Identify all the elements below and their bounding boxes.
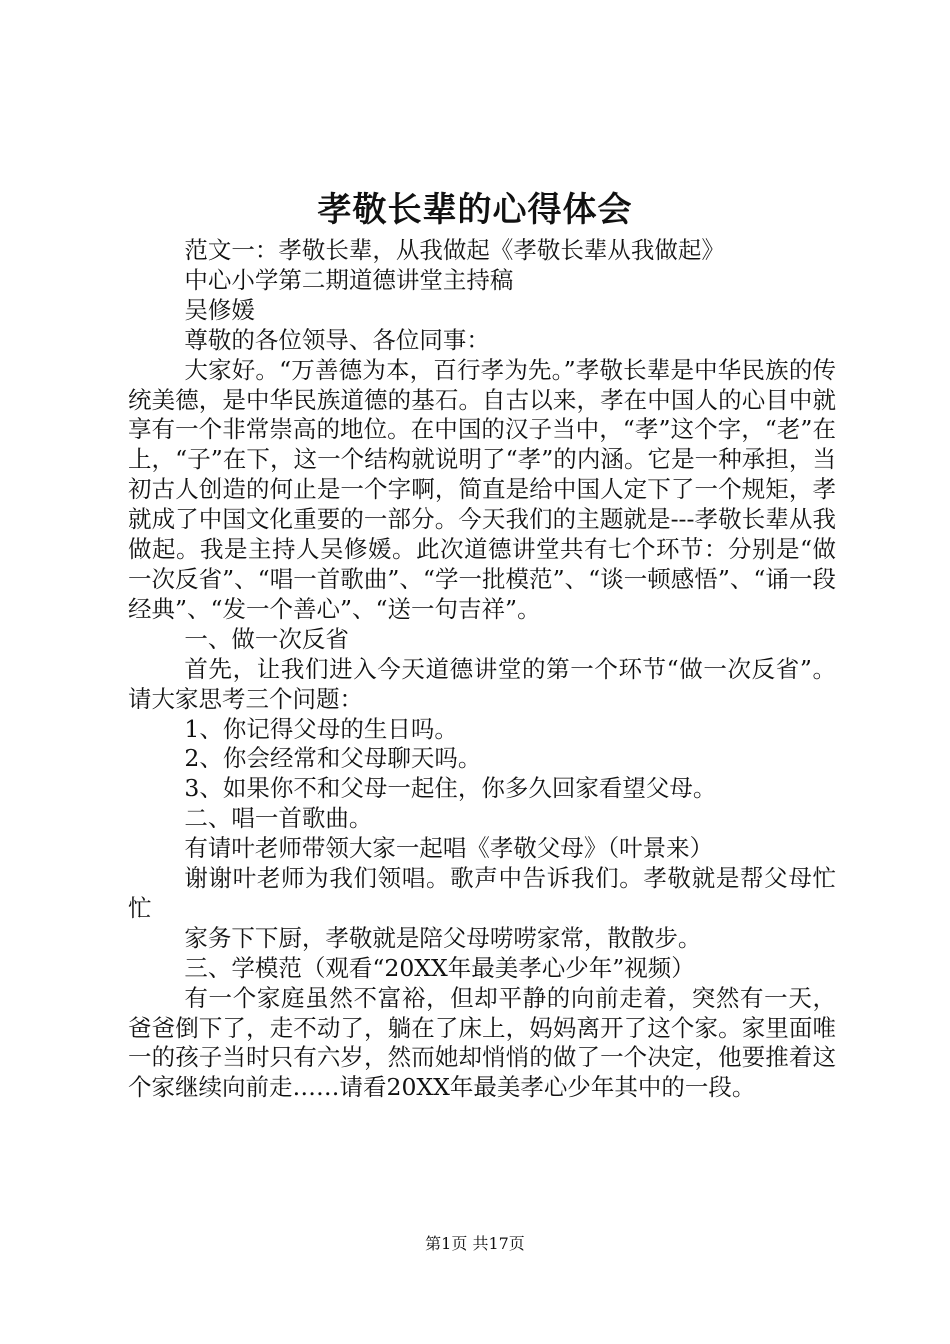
list-item: 1、你记得父母的生日吗。 [184, 714, 458, 743]
paragraph: 有一个家庭虽然不富裕，但却平静的向前走着，突然有一天，爸爸倒下了，走不动了，躺在了床上，妈妈离开了这个家。家里面唯一的孩子当时只有六岁，然而她却悄悄的做了一个决定，他要推着这个家继续向前走……请看20XX年最美孝心少年其中的一段。 [128, 983, 836, 1102]
document-body [128, 236, 836, 1103]
section-heading: 三、学模范（观看“20XX年最美孝心少年”视频） [184, 953, 695, 982]
document-title: 孝敬长辈的心得体会 [317, 190, 633, 230]
section-heading: 二、唱一首歌曲。 [184, 804, 373, 833]
paragraph: 首先，让我们进入今天道德讲堂的第一个环节“做一次反省”。请大家思考三个问题： [128, 654, 836, 713]
paragraph: 范文一：孝敬长辈，从我做起《孝敬长辈从我做起》 [184, 236, 725, 264]
list-item: 3、如果你不和父母一起住，你多久回家看望父母。 [184, 774, 717, 803]
paragraph: 尊敬的各位领导、各位同事： [184, 325, 490, 354]
section-heading: 一、做一次反省 [184, 624, 349, 653]
list-item: 2、你会经常和父母聊天吗。 [184, 744, 482, 773]
page-footer: 第1页 共17页 [425, 1234, 525, 1253]
paragraph: 吴修媛 [184, 295, 255, 324]
paragraph: 家务下下厨，孝敬就是陪父母唠唠家常，散散步。 [184, 923, 702, 952]
paragraph: 中心小学第二期道德讲堂主持稿 [184, 265, 514, 294]
paragraph: 大家好。“万善德为本，百行孝为先。”孝敬长辈是中华民族的传统美德，是中华民族道德的基石。自古以来，孝在中国人的心目中就享有一个非常崇高的地位。在中国的汉子当中，“孝”这个字，“老”在上，“子”在下，这一个结构就说明了“孝”的内涵。它是一种承担，当初古人创造的何止是一个字啊，简直是给中国人定下了一个规矩，孝就成了中国文化重要的一部分。今天我们的主题就是---孝敬长辈从我做起。我是主持人吴修媛。此次道德讲堂共有七个环节：分别是“做一次反省”、“唱一首歌曲”、“学一批模范”、“谈一顿感悟”、“诵一段经典”、“发一个善心”、“送一句吉祥”。 [128, 355, 836, 623]
paragraph: 有请叶老师带领大家一起唱《孝敬父母》（叶景来） [184, 834, 714, 863]
paragraph: 谢谢叶老师为我们领唱。歌声中告诉我们。孝敬就是帮父母忙忙 [128, 864, 836, 922]
